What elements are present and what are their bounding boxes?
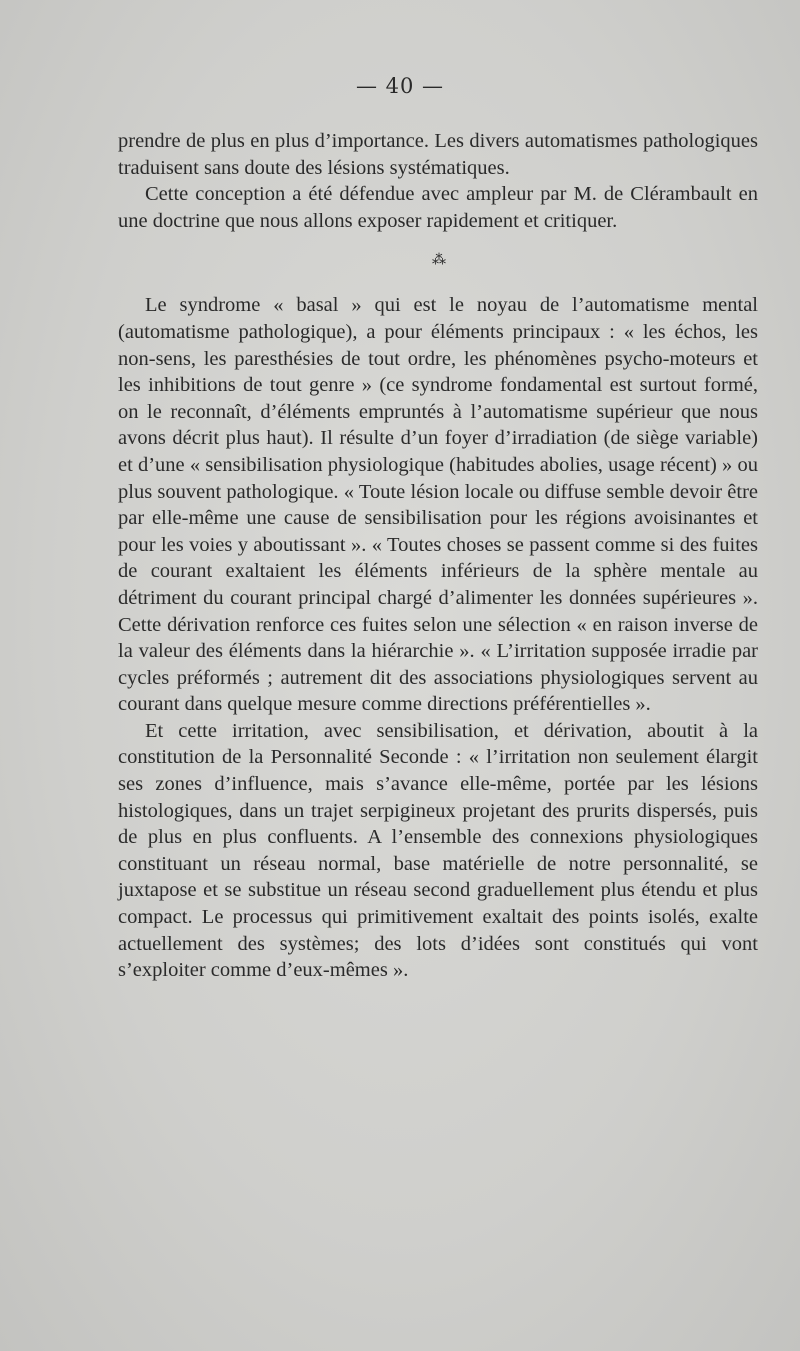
section-separator: ⁂ [432, 253, 444, 269]
paragraph-1: prendre de plus en plus d’importance. Les divers automatismes pathologiques traduisent sans doute des lésions systématiques. [118, 130, 758, 179]
paragraph-2: Cette conception a été défendue avec ampleur par M. de Clérambault en une doctrine que nous allons exposer rapidement et critiquer. [118, 183, 758, 232]
paragraph-4: Et cette irritation, avec sensibilisation, et dérivation, aboutit à la constitution de la Personnalité Seconde : « l’irritation non seulement élargit ses zones d’influence, mais s’avance elle-même, portée par les lésions histologiques, dans un trajet serpigineux projetant des prurits dispersés, puis de plus en plus confluents. A l’ensemble des connexions physiologiques constituant un réseau normal, base matérielle de notre personnalité, se juxtapose et se substitue un réseau second graduellement plus étendu et plus compact. Le processus qui primitivement exaltait des points isolés, exalte actuellement des systèmes; des lots d’idées sont constitués qui vont s’exploiter comme d’eux-mêmes ». [118, 719, 758, 982]
body-text [118, 128, 758, 984]
page-number: — 40 — [355, 74, 445, 98]
paragraph-3: Le syndrome « basal » qui est le noyau de l’automatisme mental (automatisme pathologique), a pour éléments principaux : « les échos, les non-sens, les paresthésies de tout ordre, les phénomènes psycho-moteurs et les inhibitions de tout genre » (ce syndrome fondamental est surtout formé, on le reconnaît, d’éléments empruntés à l’automatisme supérieur que nous avons décrit plus haut). Il résulte d’un foyer d’irradiation (de siège variable) et d’une « sensibilisation physiologique (habitudes abolies, usage récent) » ou plus souvent pathologique. « Toute lésion locale ou diffuse semble devoir être par elle-même une cause de sensibilisation pour les régions avoisinantes et pour les voies y aboutissant ». « Toutes choses se passent comme si des fuites de courant exaltaient les éléments inférieurs de la sphère mentale au détriment du courant principal chargé d’alimenter les données supérieures ». Cette dérivation renforce ces fuites selon une sélection « en raison inverse de la valeur des éléments dans la hiérarchie ». « L’irritation supposée irradie par cycles préformés ; autrement dit des associations physiologiques servent au courant dans quelque mesure comme directions préférentielles ». [118, 294, 758, 716]
